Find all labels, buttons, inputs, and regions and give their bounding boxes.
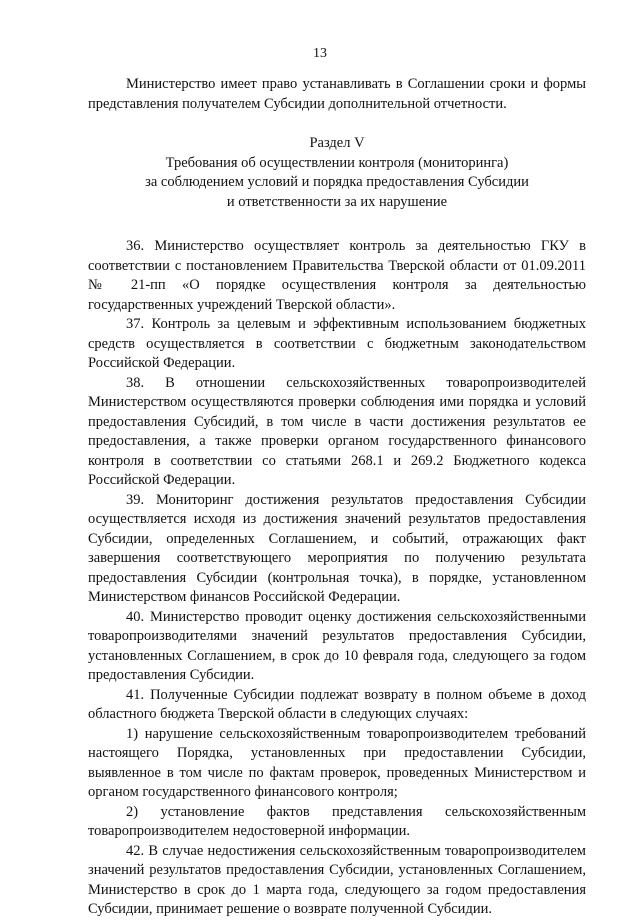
paragraph-41-item-2: 2) установление фактов представления сельскохозяйственным товаропроизводителем недостоверной информации. [88,803,586,839]
section-heading-line-3: и ответственности за их нарушение [226,193,448,210]
section-header [88,134,586,212]
paragraph-41-item-1: 1) нарушение сельскохозяйственным товаропроизводителем требований настоящего Порядка, установленных при предоставлении Субсидии, выявленное в том числе по фактам проверок, проведенных Министерством и органом государственного финансового контроля; [88,725,586,800]
page-content [88,75,586,920]
paragraph-36: 36. Министерство осуществляет контроль за деятельностью ГКУ в соответствии с постановлением Правительства Тверской области от 01.09.2011 № 21-пп «О порядке осуществления контроля за деятельностью государственных учреждений Тверской области». [88,238,586,313]
paragraph-38: 38. В отношении сельскохозяйственных товаропроизводителей Министерством осуществляются проверки соблюдения ими порядка и условий предоставления Субсидий, в том числе в части достижения результатов ее предоставления, а также проверки органом государственного финансового контроля в соответствии со статьями 268.1 и 269.2 Бюджетного кодекса Российской Федерации. [88,374,586,488]
intro-paragraph: Министерство имеет право устанавливать в Соглашении сроки и формы представления получателем Субсидии дополнительной отчетности. [88,76,586,112]
paragraph-39: 39. Мониторинг достижения результатов предоставления Субсидии осуществляется исходя из достижения значений результатов предоставления Субсидии, определенных Соглашением, и событий, отражающих факт завершения соответствующего мероприятия по получению результата предоставления Субсидии (контрольная точка), в порядке, установленном Министерством финансов Российской Федерации. [88,491,586,605]
paragraph-37: 37. Контроль за целевым и эффективным использованием бюджетных средств осуществляется в соответствии с бюджетным законодательством Российской Федерации. [88,316,586,371]
paragraph-42: 42. В случае недостижения сельскохозяйственным товаропроизводителем значений результатов предоставления Субсидии, установленных Соглашением, Министерство в срок до 1 марта года, следующего за годом предоставления Субсидии, принимает решение о возврате полученной Субсидии. [88,842,586,917]
section-heading-line-2: за соблюдением условий и порядка предоставления Субсидии [145,174,529,190]
section-title: Раздел V [309,135,365,151]
paragraph-41: 41. Полученные Субсидии подлежат возврату в полном объеме в доход областного бюджета Тверской области в следующих случаях: [88,686,586,722]
page-number: 13 [313,46,327,61]
section-heading-line-1: Требования об осуществлении контроля (мониторинга) [165,154,509,171]
paragraph-40: 40. Министерство проводит оценку достижения сельскохозяйственными товаропроизводителями значений результатов предоставления Субсидии, установленных Соглашением, в срок до 10 февраля года, следующего за годом предоставления Субсидии. [88,608,586,683]
